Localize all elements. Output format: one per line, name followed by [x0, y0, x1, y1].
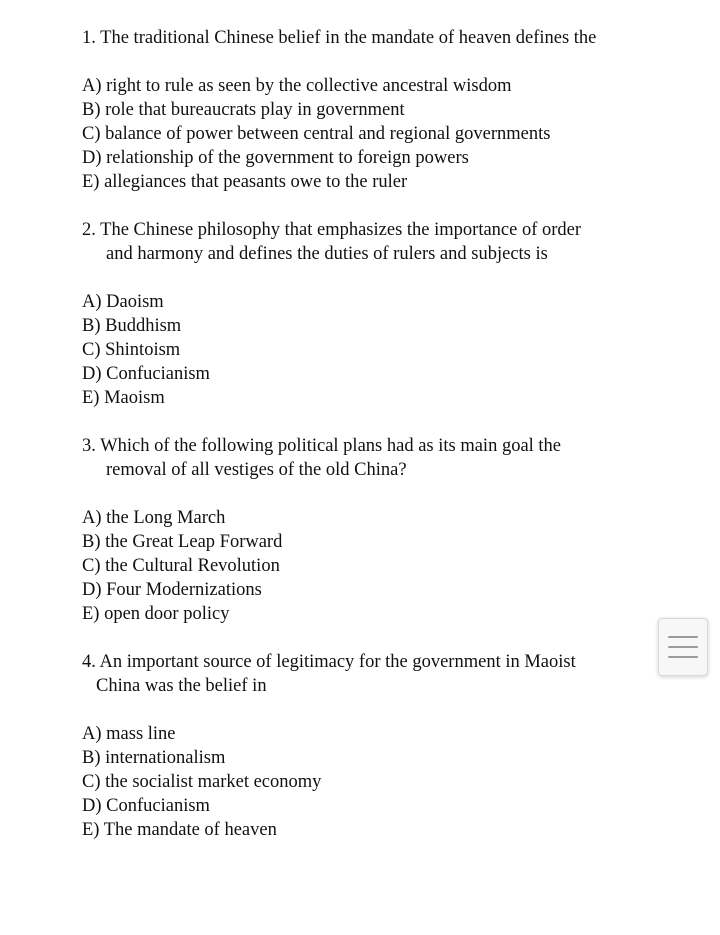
answer-option: E) Maoism	[82, 388, 165, 408]
answer-option: A) the Long March	[82, 508, 226, 528]
answer-option: B) Buddhism	[82, 316, 182, 336]
answer-option: B) the Great Leap Forward	[82, 532, 283, 552]
answer-option: E) The mandate of heaven	[82, 820, 277, 840]
answer-option: B) role that bureaucrats play in government	[82, 100, 405, 120]
answer-options	[82, 290, 652, 410]
answer-option: C) the socialist market economy	[82, 772, 322, 792]
answer-options	[82, 506, 652, 626]
question-3	[82, 434, 652, 626]
answer-option: D) Four Modernizations	[82, 580, 262, 600]
answer-option: A) mass line	[82, 724, 176, 744]
question-stem-line: 1. The traditional Chinese belief in the mandate of heaven defines the	[82, 28, 597, 48]
answer-option: C) balance of power between central and regional governments	[82, 124, 551, 144]
answer-option: D) relationship of the government to foreign powers	[82, 148, 469, 168]
question-stem-line: 3. Which of the following political plans had as its main goal the	[82, 436, 562, 456]
question-stem-line: China was the belief in	[96, 676, 267, 696]
document-page	[82, 26, 652, 842]
question-2	[82, 218, 652, 410]
menu-button[interactable]	[658, 618, 708, 676]
question-stem	[82, 434, 652, 482]
question-stem-line: and harmony and defines the duties of rulers and subjects is	[106, 244, 548, 264]
hamburger-menu-icon	[668, 636, 698, 658]
question-stem-line: 2. The Chinese philosophy that emphasizes the importance of order	[82, 220, 582, 240]
answer-option: C) Shintoism	[82, 340, 181, 360]
answer-option: C) the Cultural Revolution	[82, 556, 280, 576]
answer-option: A) right to rule as seen by the collective ancestral wisdom	[82, 76, 512, 96]
answer-option: B) internationalism	[82, 748, 226, 768]
answer-option: D) Confucianism	[82, 796, 210, 816]
question-stem-line: 4. An important source of legitimacy for the government in Maoist	[82, 652, 576, 672]
answer-option: A) Daoism	[82, 292, 164, 312]
question-4	[82, 650, 652, 842]
question-stem	[82, 650, 652, 698]
answer-option: D) Confucianism	[82, 364, 210, 384]
answer-options	[82, 722, 652, 842]
question-1	[82, 26, 652, 194]
question-stem	[82, 26, 652, 50]
question-stem-line: removal of all vestiges of the old China?	[106, 460, 407, 480]
answer-options	[82, 74, 652, 194]
question-stem	[82, 218, 652, 266]
answer-option: E) allegiances that peasants owe to the ruler	[82, 172, 408, 192]
answer-option: E) open door policy	[82, 604, 230, 624]
